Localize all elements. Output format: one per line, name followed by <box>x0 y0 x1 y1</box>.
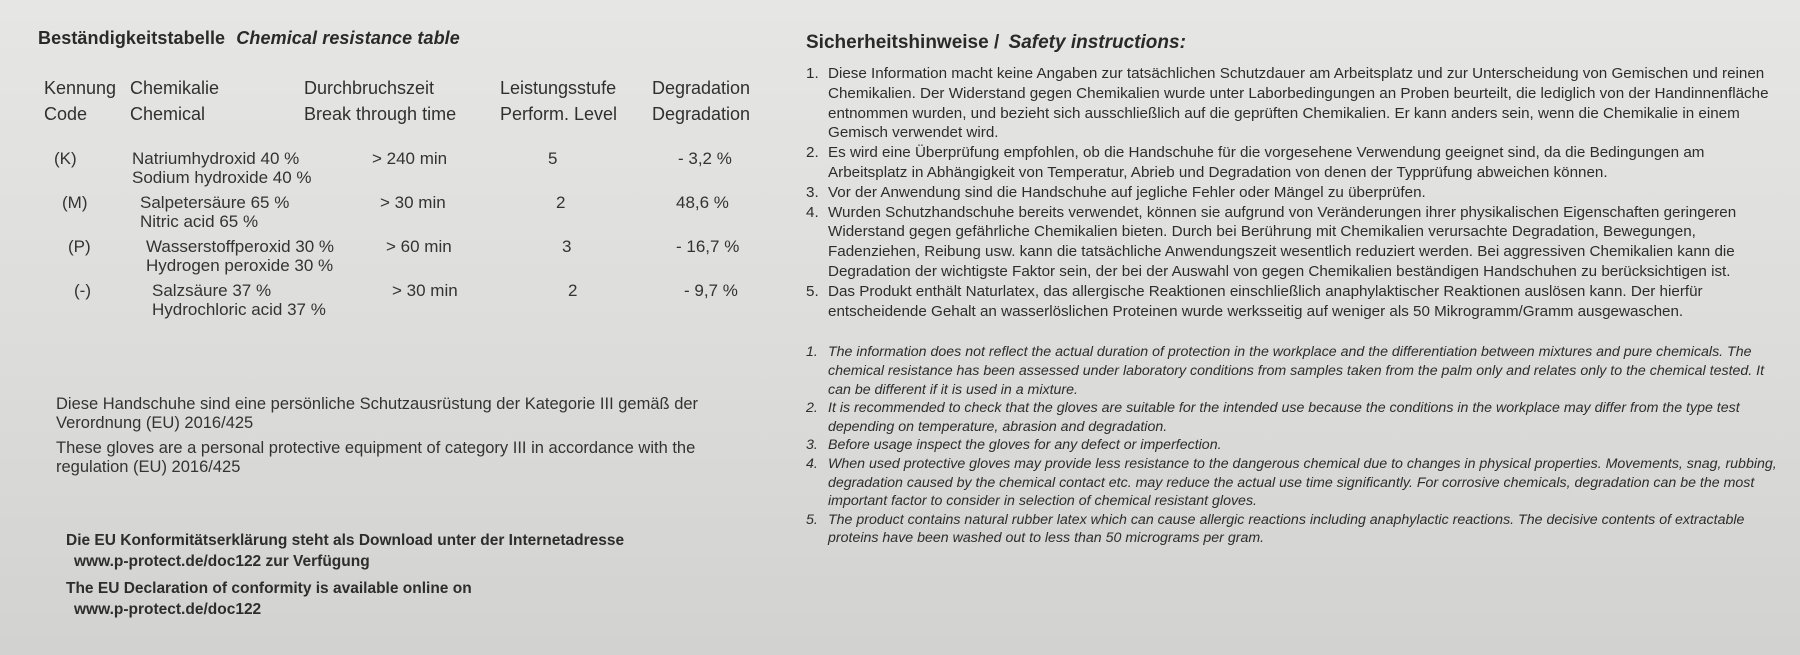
list-item: 1. Diese Information macht keine Angaben zur tatsächlichen Schutzdauer am Arbeitsplatz und zur Unterscheidung von Gemischen und reinen Chemikalien. Der Widerstand gegen Chemikalien wurde unter Laborbedingungen an Proben beurteilt, die lediglich von der Handinnenfläche entnommen wurden, und bezieht sich ausschließlich auf die geprüften Chemikalien. Er kann anders sein, wenn die Chemikalie in einem Gemisch verwendet wird. <box>806 65 1769 142</box>
row-code: (K) <box>54 149 77 168</box>
safety-list-en <box>806 343 1786 548</box>
table-header <box>38 75 768 127</box>
safety-instructions-section <box>806 32 1786 548</box>
eu-declaration-en-line2: www.p-protect.de/doc122 <box>74 601 262 618</box>
list-item: 3. Before usage inspect the gloves for any defect or imperfection. <box>806 437 1222 454</box>
table-title-en: Chemical resistance table <box>236 28 460 48</box>
safety-list-de <box>806 64 1786 321</box>
eu-declaration-de-line2: www.p-protect.de/doc122 zur Verfügung <box>74 553 370 570</box>
row-degradation: - 3,2 % <box>678 149 732 168</box>
table-row <box>58 281 768 325</box>
row-breakthrough: > 60 min <box>386 237 452 256</box>
list-item: 4. Wurden Schutzhandschuhe bereits verwendet, können sie aufgrund von Veränderungen ihrer physikalischen Eigenschaften geringeren Widerstand gegen gefährliche Chemikalien bieten. Durch bei Berührung mit Chemikalien verursachte Degradation, Bewegungen, Fadenziehen, Reibung usw. kann die tatsächliche Anwendungszeit wesentlich reduziert werden. Bei aggressiven Chemikalien kann die Degradation der wichtigste Faktor sein, der bei der Auswahl von gegen Chemikalien beständigen Handschuhen zu berücksichtigen ist. <box>806 203 1737 280</box>
list-item: 4. When used protective gloves may provide less resistance to the dangerous chemical due to changes in physical properties. Movements, snag, rubbing, degradation caused by the chemical contact etc. may reduce the actual use time significantly. For corrosive chemicals, degradation can be the most important factor to consider in selection of chemical resistant gloves. <box>806 455 1777 510</box>
safety-title: Sicherheitshinweise / Safety instructions: <box>806 32 1186 53</box>
row-level: 2 <box>556 193 566 212</box>
table-row <box>38 149 768 193</box>
row-chemical: Wasserstoffperoxid 30 % Hydrogen peroxide 30 % <box>146 237 335 275</box>
ppe-note-de: Diese Handschuhe sind eine persönliche Schutzausrüstung der Kategorie III gemäß der Verordnung (EU) 2016/425 <box>56 395 699 432</box>
table-title-de: Beständigkeitstabelle <box>38 28 226 48</box>
list-item: 3. Vor der Anwendung sind die Handschuhe auf jegliche Fehler oder Mängel zu überprüfen. <box>806 183 1426 201</box>
header-level: Leistungsstufe Perform. Level <box>500 78 618 124</box>
row-breakthrough: > 30 min <box>380 193 446 212</box>
row-level: 3 <box>562 237 572 256</box>
header-chemical: Chemikalie Chemical <box>130 78 220 124</box>
header-degradation: Degradation Degradation <box>652 78 751 124</box>
row-code: (-) <box>74 281 91 300</box>
ppe-note-en: These gloves are a personal protective equipment of category III in accordance with the regulation (EU) 2016/425 <box>56 439 696 476</box>
eu-declaration-en-line1: The EU Declaration of conformity is available online on <box>66 580 472 597</box>
row-degradation: - 9,7 % <box>684 281 738 300</box>
row-breakthrough: > 30 min <box>392 281 458 300</box>
list-item: 1. The information does not reflect the actual duration of protection in the workplace and the differentiation between mixtures and pure chemicals. The chemical resistance has been assessed under laboratory conditions from samples taken from the palm only and relates only to the chemical tested. It can be different if it is used in a mixture. <box>806 344 1765 398</box>
row-degradation: - 16,7 % <box>676 237 740 256</box>
list-item: 5. The product contains natural rubber latex which can cause allergic reactions including anaphylactic reactions. The decisive contents of extractable proteins have been washed out to less than 50 micrograms per gram. <box>806 511 1745 547</box>
row-level: 2 <box>568 281 578 300</box>
ppe-category-note <box>56 395 736 483</box>
row-breakthrough: > 240 min <box>372 149 448 168</box>
table-row <box>46 193 768 237</box>
row-code: (M) <box>62 193 88 212</box>
eu-declaration <box>66 530 756 620</box>
header-breakthrough: Durchbruchszeit Break through time <box>304 78 457 124</box>
row-chemical: Natriumhydroxid 40 % Sodium hydroxide 40 % <box>132 149 312 187</box>
chemical-resistance-section <box>38 28 768 325</box>
list-item: 2. Es wird eine Überprüfung empfohlen, ob die Handschuhe für die vorgesehene Verwendung geeignet sind, da die Bedingungen am Arbeitsplatz in Abhängigkeit von Temperatur, Abrieb und Degradation von denen der Typprüfung abweichen können. <box>806 144 1705 181</box>
row-code: (P) <box>68 237 91 256</box>
list-item: 2. It is recommended to check that the gloves are suitable for the intended use because the conditions in the workplace may differ from the type test depending on temperature, abrasion and degradation. <box>806 400 1740 435</box>
eu-declaration-de-line1: Die EU Konformitätserklärung steht als Download unter der Internetadresse <box>66 532 625 549</box>
table-title <box>38 28 768 49</box>
row-chemical: Salzsäure 37 % Hydrochloric acid 37 % <box>152 281 326 319</box>
header-code: Kennung Code <box>44 78 117 124</box>
row-degradation: 48,6 % <box>676 193 729 212</box>
table-row <box>52 237 768 281</box>
row-level: 5 <box>548 149 558 168</box>
row-chemical: Salpetersäure 65 % Nitric acid 65 % <box>140 193 290 231</box>
table-body <box>38 149 768 325</box>
list-item: 5. Das Produkt enthält Naturlatex, das allergische Reaktionen einschließlich anaphylaktischer Reaktionen auslösen kann. Der hierfür entscheidende Gehalt an wasserlöslichen Proteinen wurde werksseitig auf weniger als 50 Mikrogramm/Gramm ausgewaschen. <box>806 282 1703 320</box>
